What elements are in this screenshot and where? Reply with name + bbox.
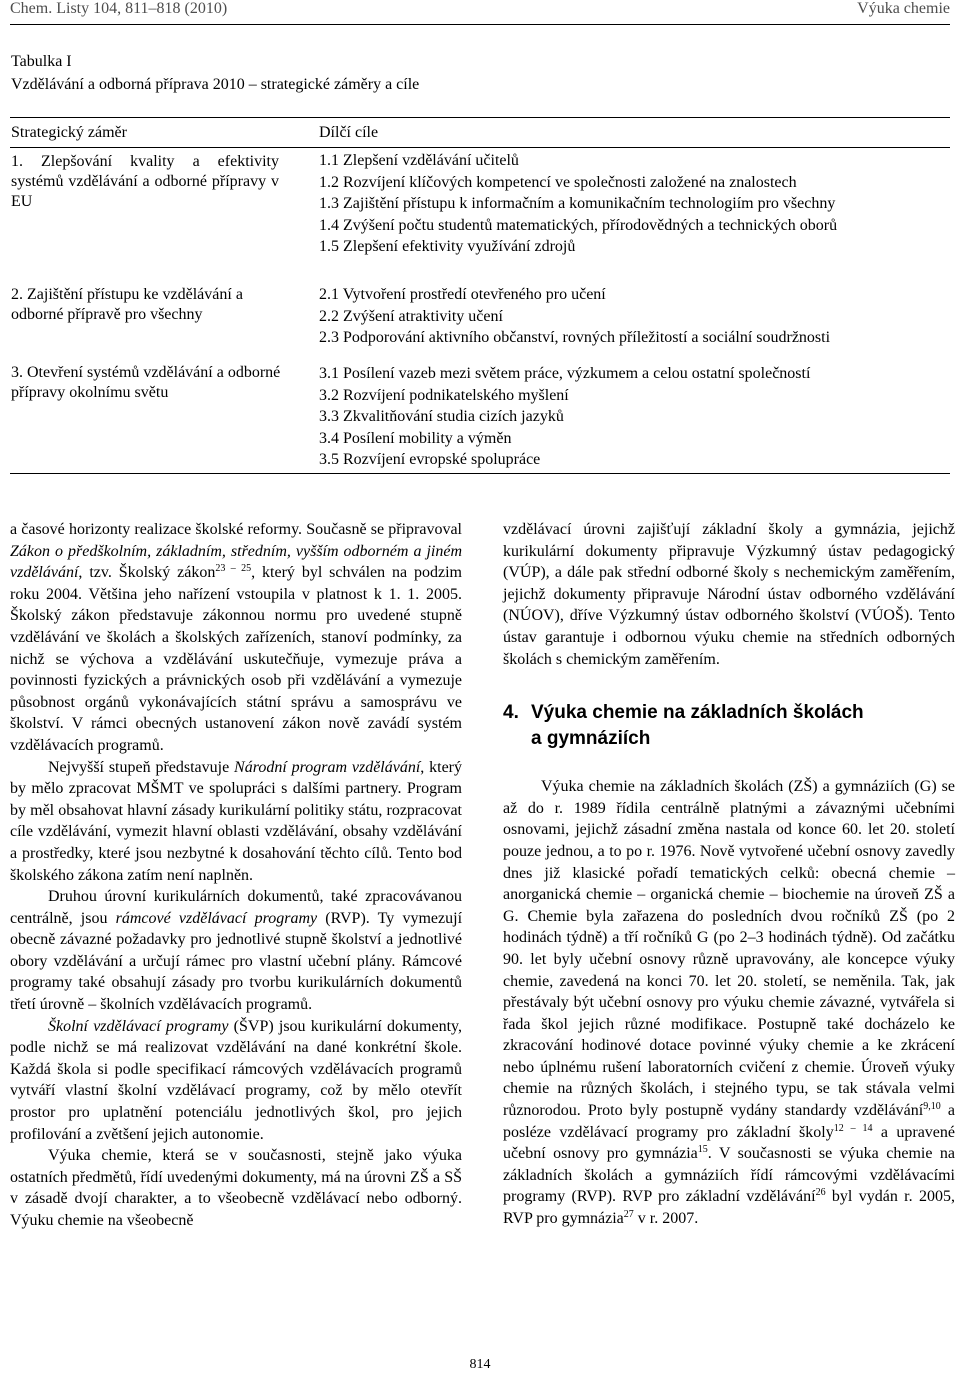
table-row-aim: 3. Otevření systémů vzdělávání a odborné přípravy okolnímu světu xyxy=(11,364,281,401)
table-row-goals xyxy=(319,284,830,349)
table-header-aim: Strategický záměr xyxy=(11,124,127,141)
table-row-goals xyxy=(319,150,837,258)
citation-ref: 15 xyxy=(697,1144,708,1156)
table-row-aim: 2. Zajištění přístupu ke vzdělávání a odborné přípravě pro všechny xyxy=(11,286,243,323)
program-name: Školní vzdělávací programy xyxy=(48,1017,229,1035)
paragraph: a časové horizonty realizace školské reformy. Současně se připravoval Zákon o předškolním, základním, středním, vyšším odborném a jiném vzdělávání, tzv. Školský zákon$^{23 - 25}$, který byl schválen na podzim roku 2004. Většina jeho nařízení vstoupila v platnost k 1. 1. 2005. Školský zákon představuje zákonnou normu pro uvedené stupně vzdělávání ve školách a školských zařízeních, stanoví podmínky, za nichž se výchova a vzdělávání uskutečňuje, vymezuje práva a povinnosti fyzických a právnických osob při vzdělávání a vymezuje působnost orgánů vykonávajících státní správu a samosprávu ve školství. V rámci obecných ustanovení zákon nově zavádí systém vzdělávacích programů. xyxy=(10,521,462,754)
paragraph: Školní vzdělávací programy (ŠVP) jsou kurikulární dokumenty, podle nichž se má realizovat vzdělávání na dané konkrétní škole. Každá škola si podle specifikací rámcových vzdělávacích programů vytváří vlastní školní vzdělávací programy, což by mělo otevřít prostor pro uplatnění potenciálu jednotlivých škol, pro jejich profilování a zvětšení jejich autonomie. xyxy=(10,1017,463,1143)
section-title-line: Výuka chemie na základních školách xyxy=(531,702,864,724)
goal-item: 2.2 Zvýšení atraktivity učení xyxy=(319,307,503,325)
journal-citation: Chem. Listy 104, 811–818 (2010) xyxy=(10,0,228,17)
page-number: 814 xyxy=(469,1357,491,1372)
goal-item: 1.3 Zajištění přístupu k informačním a komunikačním technologiím pro všechny xyxy=(319,195,836,212)
goal-item: 3.4 Posílení mobility a výměn xyxy=(319,429,512,447)
law-title: Zákon o předškolním, základním, středním, vyšším odborném a jiném vzdělávání xyxy=(10,542,462,582)
goal-item: 2.1 Vytvoření prostředí otevřeného pro učení xyxy=(319,286,606,303)
paragraph: Nejvyšší stupeň představuje Národní program vzdělávání, který by mělo zpracovat MŠMT ve spolupráci s dalšími partnery. Program by měl obsahovat hlavní zásady kurikulární politiky státu, rozpracovat cíle vzdělávání, vymezit hlavní oblasti vzdělávání, obsahy vzdělávání a prostředky, které jsou nezbytné k dosahování těchto cílů. Tento bod školského zákona zatím není naplněn. xyxy=(10,758,463,884)
goal-item: 1.2 Rozvíjení klíčových kompetencí ve společnosti založené na znalostech xyxy=(319,173,797,191)
table-caption xyxy=(11,50,419,96)
table-row-aim: 1. Zlepšování kvality a efektivity systémů vzdělávání a odborné přípravy v EU xyxy=(11,153,279,210)
goal-item: 3.5 Rozvíjení evropské spolupráce xyxy=(319,451,541,468)
program-name: rámcové vzdělávací programy xyxy=(115,909,318,927)
section-heading xyxy=(503,700,955,752)
citation-ref: 23 – 25 xyxy=(215,563,252,575)
goal-item: 3.1 Posílení vazeb mezi světem práce, výzkumem a celou ostatní společností xyxy=(319,365,811,382)
header-rule xyxy=(10,24,950,25)
goal-item: 1.5 Zlepšení efektivity využívání zdrojů xyxy=(319,238,576,255)
table-top-rule xyxy=(10,117,950,118)
paragraph: Výuka chemie, která se v současnosti, stejně jako výuka ostatních předmětů, řídí uvedenými dokumenty, má na úrovni ZŠ a SŠ v zásadě dvojí charakter, a to všeobecně vzdělávací nebo odborný. Výuku chemie na všeobecně xyxy=(10,1147,462,1229)
citation-ref: 26 xyxy=(815,1187,826,1199)
goal-item: 2.3 Podporování aktivního občanství, rovných příležitostí a sociální soudržnosti xyxy=(319,329,831,346)
goal-item: 3.2 Rozvíjení podnikatelského myšlení xyxy=(319,386,569,404)
right-text-column xyxy=(503,519,955,1230)
running-header xyxy=(10,0,950,22)
citation-ref: 27 xyxy=(623,1209,634,1221)
program-name: Národní program vzdělávání xyxy=(234,758,421,776)
goal-item: 1.1 Zlepšení vzdělávání učitelů xyxy=(319,152,519,169)
citation-ref: 9,10 xyxy=(923,1101,941,1113)
table-bottom-rule xyxy=(10,473,950,474)
paragraph: Výuka chemie na základních školách (ZŠ) a gymnáziích (G) se až do r. 1989 řídila centrálně platnými a závaznými učebními osnovami, jejichž zásadní změna nastala od konce 60. let 20. století pouze jednou, a to po r. 1976. Nově vytvořené učební osnovy zavedly dnes již klasické pořadí tematických celků: obecná chemie – anorganická chemie – organická chemie – biochemie na úroveň ZŠ a G. Chemie byla zařazena do posledních dvou ročníků ZŠ (po 2 hodinách týdně) a tří ročníků G (po 2–3 hodinách týdně). Od začátku 90. let byly učební osnovy různě upravovány, ale koncepce výuky chemie, zavedená na konci 70. let 20. století, se neměnila. Tak, jak přestávaly být učební osnovy pro výuku chemie závazné, vytvářela si řada škol jejich různé modifikace. Postupně také docházelo ke zkracování hodinové dotace povinné výuky chemie a ke zkrácení nebo úplnému rušení laboratorních cvičení z chemie. Úroveň výuky chemie na různých školách, i stejného typu, se tak stávala velmi různorodou. Proto byly postupně vydány standardy vzdělávání$^{9,10}$ a posléze vzdělávací programy pro základní školy$^{12 - 14}$ a upravené učební osnovy pro gymnázia$^{15}$. V současnosti se výuka chemie na základních školách a gymnáziích řídí rámcovými vzdělávacími programy (RVP). RVP pro základní vzdělávání$^{26}$ byl vydán r. 2005, RVP pro gymnázia$^{27}$ v r. 2007. xyxy=(503,778,956,1228)
table-label: Tabulka I xyxy=(11,53,72,70)
paragraph: vzdělávací úrovni zajišťují základní školy a gymnázia, jejichž kurikulární dokumenty připravuje Výzkumný ústav pedagogický (VÚP), a dále pak střední odborné školy s nechemickým zaměřením, jejichž dokumenty připravuje Národní ústav odborného vzdělávání (NÚOV), dříve Výzkumný ústav odborného školství (VÚOŠ). Tento ústav garantuje i odbornou výuku chemie na středních odborných školách s chemickým zaměřením. xyxy=(503,521,955,668)
section-label: Výuka chemie xyxy=(857,0,950,17)
section-number: 4. xyxy=(503,702,519,724)
goal-item: 3.3 Zkvalitňování studia cizích jazyků xyxy=(319,408,564,425)
paragraph: Druhou úrovní kurikulárních dokumentů, také zpracovávanou centrálně, jsou rámcové vzdělávací programy (RVP). Ty vymezují obecně závazné požadavky pro jednotlivé stupně školství a jednotlivé obory vzdělávání a určují rámec pro vlastní učební plány. Rámcové programy také obsahují zásady pro tvorbu kurikulárních dokumentů třetí úrovně – školních vzdělávacích programů. xyxy=(10,888,463,1014)
table-row-goals xyxy=(319,363,810,471)
table-header-rule xyxy=(10,147,950,148)
goal-item: 1.4 Zvýšení počtu studentů matematických, přírodovědných a technických oborů xyxy=(319,216,838,234)
section-title-line: a gymnáziích xyxy=(531,728,651,750)
citation-ref: 12 – 14 xyxy=(833,1122,873,1134)
table-title: Vzdělávání a odborná příprava 2010 – strategické záměry a cíle xyxy=(11,76,420,93)
table-header-goals: Dílčí cíle xyxy=(319,124,379,141)
left-text-column xyxy=(10,519,462,1232)
